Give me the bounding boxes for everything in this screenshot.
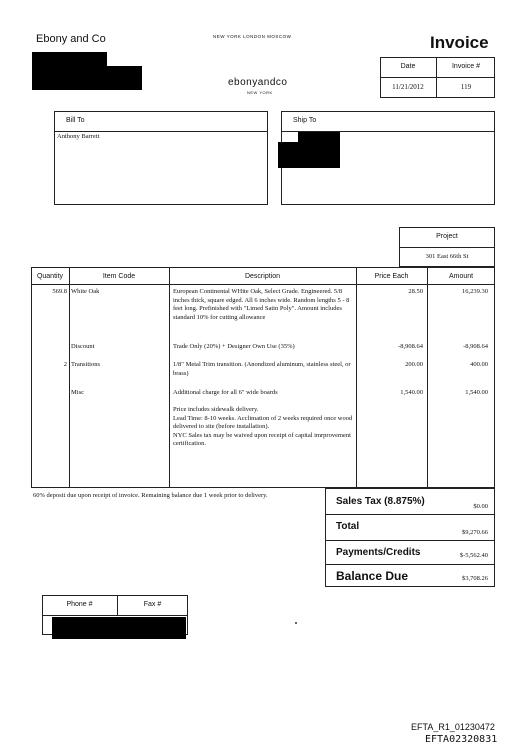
redacted-ship-to (278, 142, 340, 168)
total-label: Total (336, 521, 360, 532)
company-cities: NEW YORK LONDON MOSCOW (213, 34, 292, 39)
table-header-divider (31, 284, 495, 285)
payment-terms: 60% deposit due upon receipt of invoice. Remaining balance due 1 week prior to delivery. (33, 492, 268, 499)
divider (399, 247, 495, 248)
bill-to-label: Bill To (66, 117, 85, 124)
redacted-address (32, 66, 142, 90)
balance-due-label: Balance Due (336, 569, 409, 583)
col-description: Description (244, 273, 280, 280)
table-row-price: 200.00 (405, 361, 423, 368)
col-price-each: Price Each (374, 273, 409, 280)
invoice-title: Invoice (430, 33, 489, 52)
stray-dot (295, 622, 297, 624)
invoice-date: 11/21/2012 (392, 83, 424, 91)
divider (69, 267, 70, 488)
project-value: 301 East 66th St (425, 253, 469, 260)
table-row-quantity: 2 (63, 361, 67, 368)
table-row-amount: 1,540.00 (465, 389, 488, 396)
table-row-quantity: 569.8 (52, 288, 67, 295)
table-row-amount: 400.00 (470, 361, 488, 368)
divider (169, 267, 170, 488)
phone-label: Phone # (66, 601, 93, 608)
footer-ref-2: EFTA02320831 (425, 734, 498, 745)
redacted-address (32, 52, 107, 66)
payments-value: $-5,562.40 (459, 552, 488, 559)
divider (54, 131, 268, 132)
table-row-description: 1/8" Metal Trim transition. (Anondized aluminum, stainless steel, or brass) (173, 361, 351, 377)
invoice-number-label: Invoice # (451, 63, 481, 70)
col-quantity: Quantity (36, 273, 64, 280)
sales-tax-value: $0.00 (473, 503, 488, 510)
payments-label: Payments/Credits (336, 547, 421, 558)
table-row-price: 28.50 (408, 288, 423, 295)
ship-to-label: Ship To (293, 117, 317, 124)
divider (325, 514, 495, 515)
bill-to-box (54, 111, 268, 205)
table-row-amount: -8,908.64 (463, 343, 488, 350)
table-row-price: -8,908.64 (398, 343, 423, 350)
fax-label: Fax # (143, 601, 162, 608)
table-row-description: Additional charge for all 6" wide boards (173, 389, 278, 396)
divider (356, 267, 357, 488)
date-label: Date (400, 63, 416, 70)
company-logo-sub: NEW YORK (247, 90, 273, 95)
table-row-item-code: Transitions (71, 361, 101, 368)
table-row-description: European Continental WHite Oak, Select Grade. Engineered. 5/8 inches thick, square edged. All 6 inches wide. Random lengths 5 - 8 feet long. Prefinished with "Limed Satin Poly". Amount includes standard 10% for cutting allowance (173, 288, 350, 321)
divider (325, 564, 495, 565)
table-row-item-code: Misc (71, 389, 84, 396)
company-logo: ebonyandco (228, 77, 288, 88)
balance-due-value: $3,708.26 (462, 575, 488, 582)
company-name: Ebony and Co (36, 33, 106, 45)
footer-ref-1: EFTA_R1_01230472 (411, 722, 495, 732)
divider (427, 267, 428, 488)
invoice-number: 119 (460, 83, 472, 91)
col-amount: Amount (448, 273, 474, 280)
col-item-code: Item Code (102, 273, 136, 280)
total-value: $9,270.66 (462, 529, 488, 536)
divider (380, 77, 495, 78)
table-row-description: Trade Only (20%) + Designer Own Use (35%) (173, 343, 295, 350)
bill-to-name: Anthony Barrett (57, 133, 100, 140)
table-row-item-code: Discount (71, 343, 95, 350)
table-notes: Price includes sidewalk delivery. Lead Time: 8-10 weeks. Acclimation of 2 weeks required once wood delivered to site (before installation). NYC Sales tax may be waived upon receipt of capital imrprovement certification. (173, 406, 353, 447)
table-row-amount: 16,239.30 (462, 288, 488, 295)
redacted-contact (52, 617, 186, 639)
divider (325, 540, 495, 541)
divider (42, 615, 188, 616)
project-label: Project (436, 233, 458, 240)
table-row-price: 1,540.00 (400, 389, 423, 396)
sales-tax-label: Sales Tax (8.875%) (336, 496, 425, 507)
table-row-item-code: White Oak (71, 288, 100, 295)
